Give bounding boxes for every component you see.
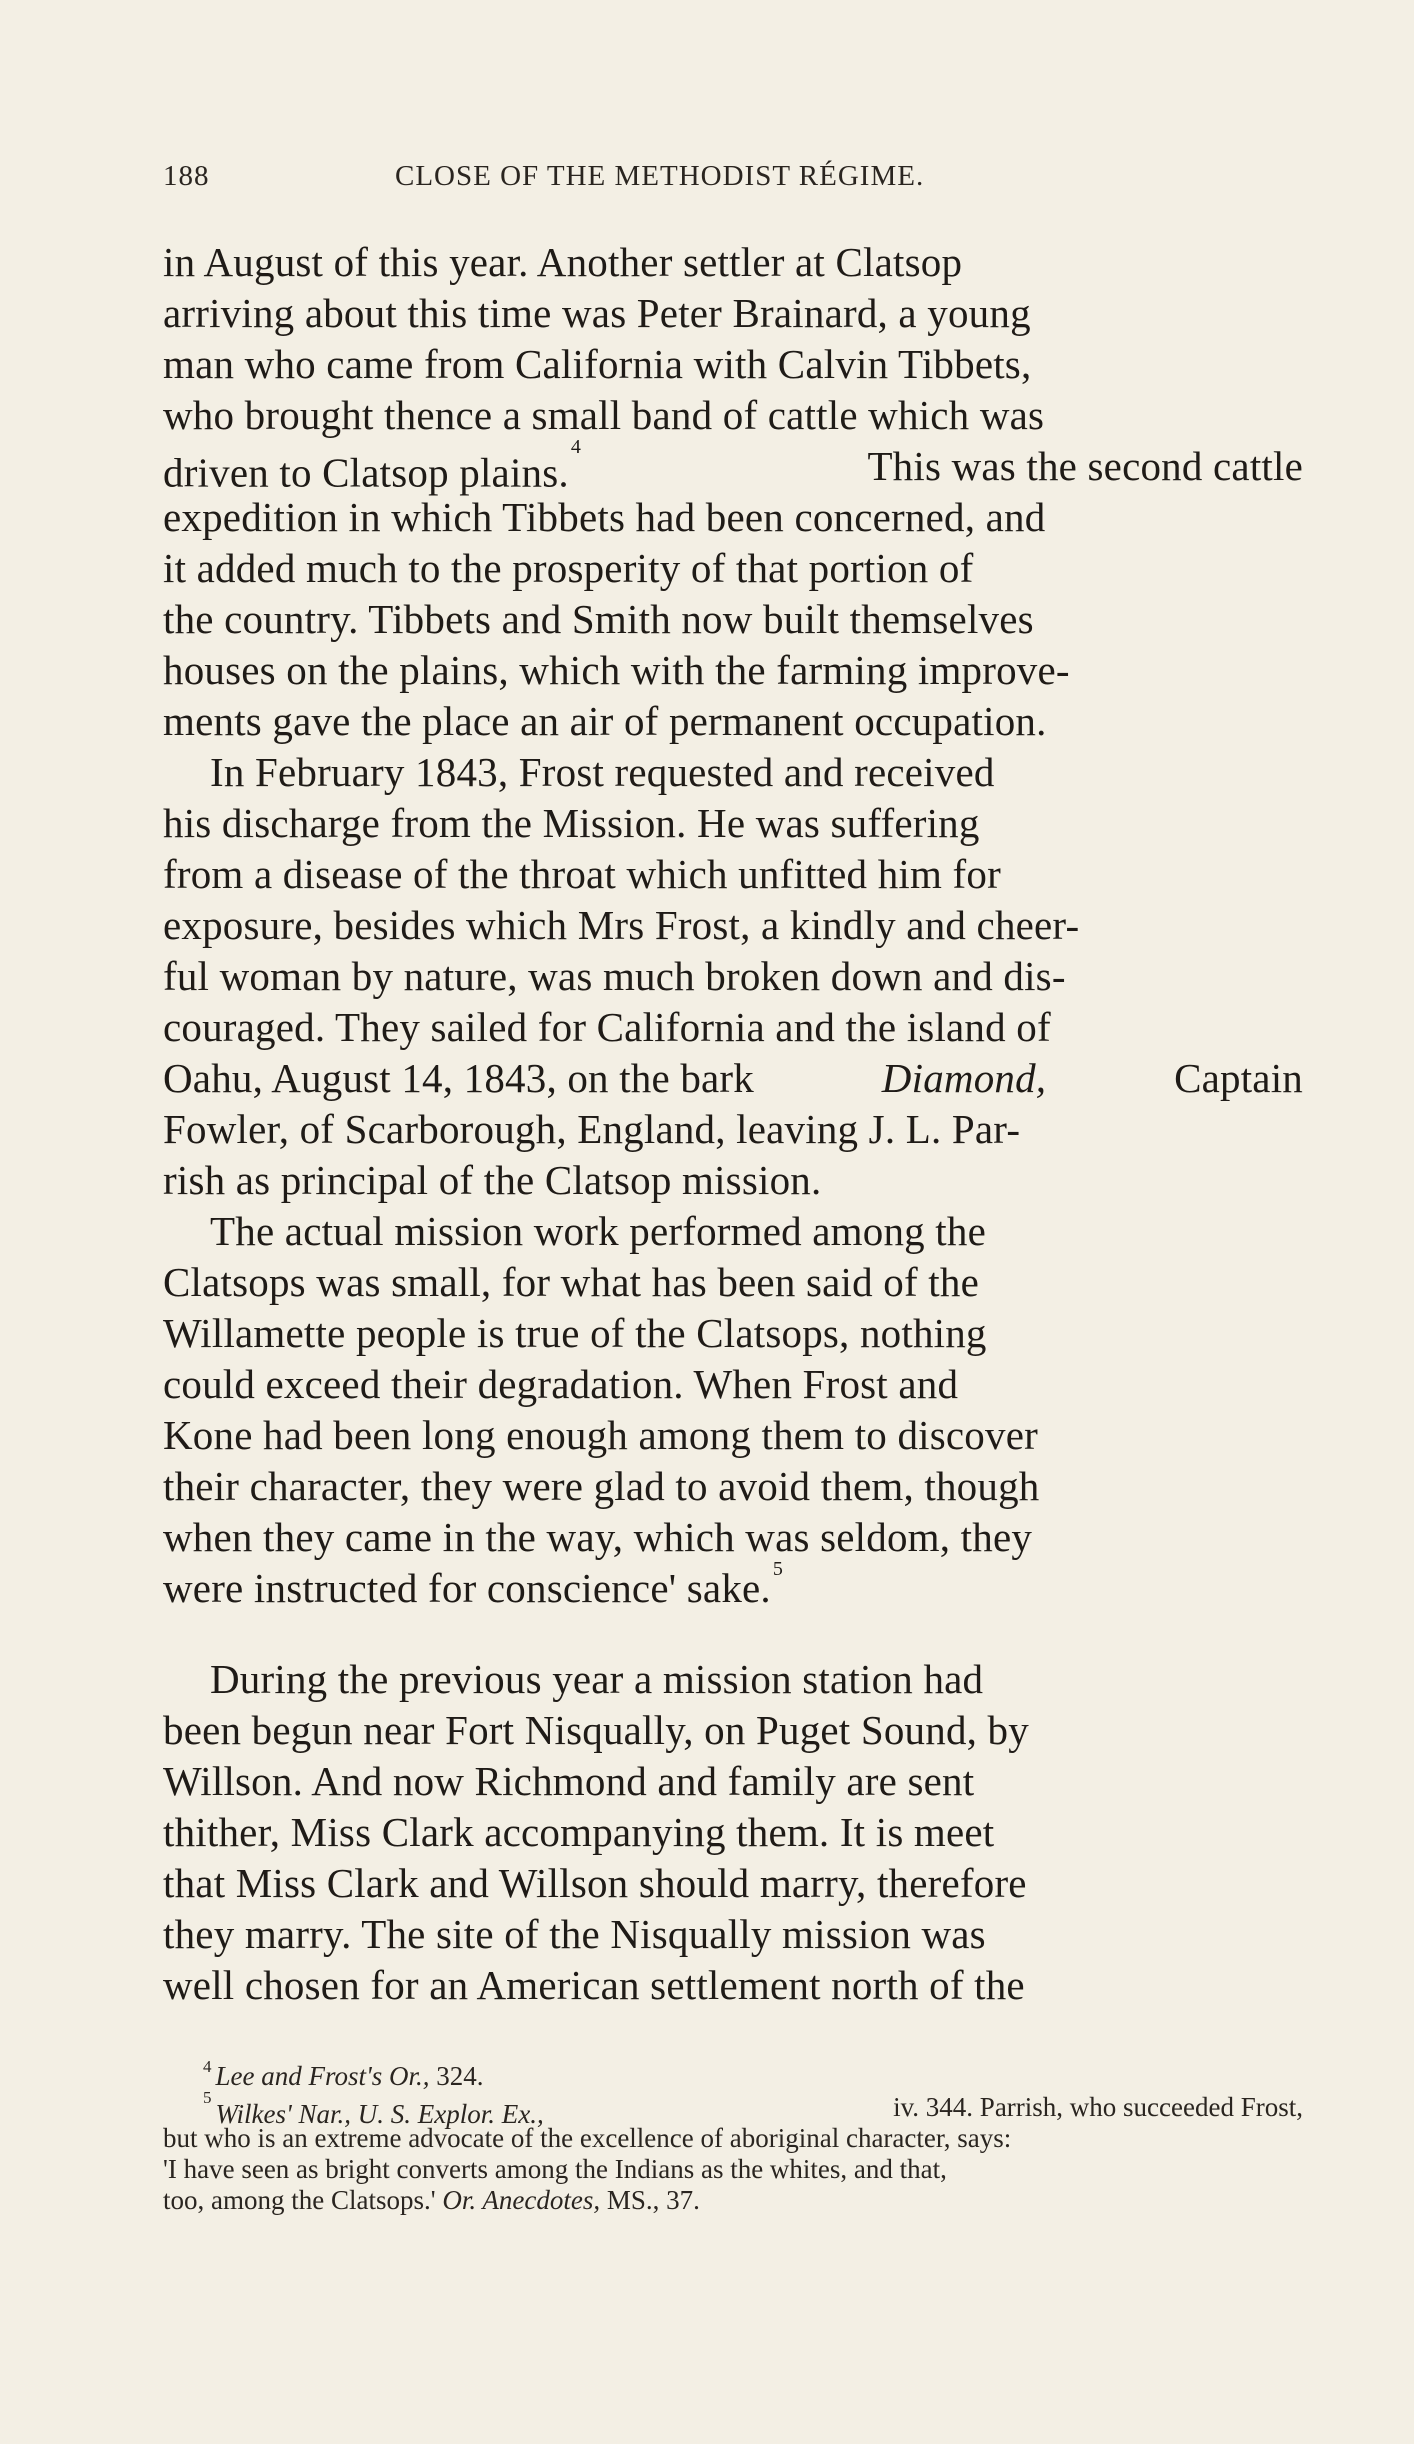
text-line: from a disease of the throat which unfitted him for	[163, 851, 1001, 897]
text-line: when they came in the way, which was seldom, they	[163, 1514, 1033, 1560]
footnote-5: $^5$Wilkes' Nar., U. S. Explor. Ex., iv. 344. Parrish, who succeeded Frost,	[203, 2088, 1303, 2129]
text-line: it added much to the prosperity of that portion of	[163, 545, 974, 591]
page-header	[163, 160, 1303, 200]
section-gap	[163, 1614, 1303, 1654]
text-line: Willson. And now Richmond and family are sent	[163, 1758, 975, 1804]
footnote-mark: 4	[203, 2057, 212, 2076]
text-line: in August of this year. Another settler at Clatsop	[163, 239, 963, 285]
running-head: CLOSE OF THE METHODIST RÉGIME.	[395, 160, 925, 192]
footnote-line: too, among the Clatsops.' Or. Anecdotes, MS., 37.	[163, 2185, 700, 2215]
main-text	[163, 237, 1303, 2011]
text-line: been begun near Fort Nisqually, on Puget Sound, by	[163, 1707, 1029, 1753]
text-line: thither, Miss Clark accompanying them. It is meet	[163, 1809, 995, 1855]
text-line: ful woman by nature, was much broken down and dis-	[163, 953, 1066, 999]
text-line: the country. Tibbets and Smith now built themselves	[163, 596, 1034, 642]
footnote-reference[interactable]: 4	[570, 436, 582, 458]
text-line: they marry. The site of the Nisqually mission was	[163, 1911, 986, 1957]
text-line: In February 1843, Frost requested and received	[210, 749, 995, 795]
text-line: arriving about this time was Peter Brainard, a young	[163, 290, 1031, 336]
text-line: Oahu, August 14, 1843, on the bark Diamond, Captain	[163, 1053, 1303, 1104]
footnote-reference[interactable]: 5	[772, 1558, 784, 1580]
footnote-line: 'I have seen as bright converts among the Indians as the whites, and that,	[163, 2154, 947, 2184]
text-line: The actual mission work performed among the	[210, 1208, 986, 1254]
text-line: houses on the plains, which with the farming improve-	[163, 647, 1070, 693]
text-line: expedition in which Tibbets had been concerned, and	[163, 494, 1046, 540]
text-line: Clatsops was small, for what has been said of the	[163, 1259, 979, 1305]
text-line: Willamette people is true of the Clatsops, nothing	[163, 1310, 987, 1356]
ship-name: Diamond,	[881, 1055, 1047, 1101]
footnote-4: $^4$ Lee and Frost's Or., 324.	[163, 2061, 1303, 2092]
page-number: 188	[163, 160, 210, 192]
text-line: exposure, besides which Mrs Frost, a kindly and cheer-	[163, 902, 1080, 948]
text-line: Fowler, of Scarborough, England, leaving J. L. Par-	[163, 1106, 1021, 1152]
text-line: were instructed for conscience' sake. $^5$	[163, 1563, 1303, 1614]
footnotes	[163, 2057, 1303, 2216]
text-line: couraged. They sailed for California and the island of	[163, 1004, 1051, 1050]
text-line: driven to Clatsop plains.$^4$ This was the second cattle	[163, 436, 1303, 496]
text-line: that Miss Clark and Willson should marry, therefore	[163, 1860, 1027, 1906]
text-line: During the previous year a mission station had	[210, 1656, 984, 1702]
footnote-line: but who is an extreme advocate of the excellence of aboriginal character, says:	[163, 2123, 1012, 2153]
text-line: ments gave the place an air of permanent occupation.	[163, 698, 1047, 744]
text-line: their character, they were glad to avoid them, though	[163, 1463, 1040, 1509]
text-line: well chosen for an American settlement north of the	[163, 1962, 1025, 2008]
text-line: who brought thence a small band of cattle which was	[163, 392, 1045, 438]
text-line: his discharge from the Mission. He was suffering	[163, 800, 980, 846]
text-line: rish as principal of the Clatsop mission.	[163, 1157, 822, 1203]
text-line: man who came from California with Calvin Tibbets,	[163, 341, 1032, 387]
footnote-mark: 5	[203, 2088, 212, 2107]
text-line: Kone had been long enough among them to discover	[163, 1412, 1038, 1458]
text-line: could exceed their degradation. When Frost and	[163, 1361, 959, 1407]
